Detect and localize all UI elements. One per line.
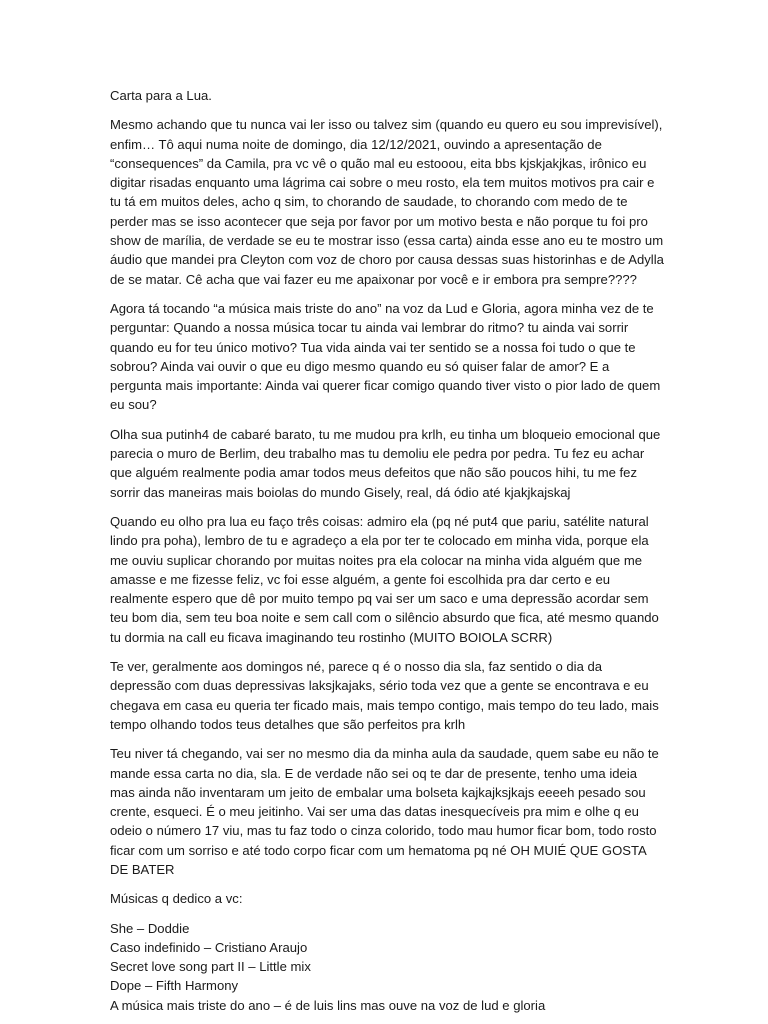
songs-heading: Músicas q dedico a vc: <box>110 891 243 907</box>
paragraph-5: Te ver, geralmente aos domingos né, parece q é o nosso dia sla, faz sentido o dia da depressão com duas depressivas laksjkajaks, sério toda vez que a gente se encontrava e eu chegava em casa eu queria ter ficado mais, mais tempo contigo, mais tempo do teu lado, mais tempo olhando todos teus detalhes que são perfeitos pra krlh <box>110 659 659 732</box>
paragraph-6: Teu niver tá chegando, vai ser no mesmo dia da minha aula da saudade, quem sabe eu não te mande essa carta no dia, sla. E de verdade não sei oq te dar de presente, tenho uma ideia mas ainda não inventaram um jeito de embalar uma bolseta kajkajksjkajs eeeeh pesado sou crente, esqueci. É o meu jeitinho. Vai ser uma das datas inesquecíveis pra mim e olhe q eu odeio o número 17 viu, mas tu faz todo o cinza colorido, todo mau humor ficar bom, todo rosto ficar com um sorriso e até todo corpo ficar com um hematoma pq né OH MUIÉ QUE GOSTA DE BATER <box>110 746 659 877</box>
song-list <box>110 919 664 1015</box>
song-item: Secret love song part II – Little mix <box>110 959 311 975</box>
song-item: Dope – Fifth Harmony <box>110 978 239 994</box>
song-item: Caso indefinido – Cristiano Araujo <box>110 939 308 955</box>
paragraph-3: Olha sua putinh4 de cabaré barato, tu me mudou pra krlh, eu tinha um bloqueio emocional que parecia o muro de Berlim, deu trabalho mas tu demoliu ele pedra por pedra. Tu fez eu achar que alguém realmente podia amar todos meus defeitos que não são poucos hihi, tu me fez sorrir das maneiras mais boiolas do mundo Gisely, real, dá ódio até kjakjkajskaj <box>110 426 661 500</box>
paragraph-2: Agora tá tocando “a música mais triste do ano” na voz da Lud e Gloria, agora minha vez de te perguntar: Quando a nossa música tocar tu ainda vai lembrar do ritmo? tu ainda vai sorrir quando eu for teu único motivo? Tua vida ainda vai ter sentido se a nossa foi tudo o que te sobrou? Ainda vai ouvir o que eu digo mesmo quando eu só quiser falar de amor? E a pergunta mais importante: Ainda vai querer ficar comigo quando tiver visto o pior lado de quem eu sou? <box>110 300 661 413</box>
letter-title: Carta para a Lua. <box>110 88 212 103</box>
paragraph-1: Mesmo achando que tu nunca vai ler isso ou talvez sim (quando eu quero eu sou imprevisível), enfim… Tô aqui numa noite de domingo, dia 12/12/2021, ouvindo a apresentação de “consequences” da Camila, pra vc vê o quão mal eu estooou, eita bbs kjskjakjkas, irônico eu digitar risadas enquanto uma lágrima cai sobre o meu rosto, ela tem muitos motivos pra cair e tu tá em muitos deles, acho q sim, to chorando de saudade, to chorando com medo de te perder mas se isso acontecer que seja por favor por um motivo besta e não porque tu foi pro show de marília, de verdade se eu te mostrar isso (essa carta) ainda esse ano eu te mostro um áudio que mandei pra Cleyton com voz de choro por causa dessas suas historinhas e de Adylla de se matar. Cê acha que vai fazer eu me apaixonar por você e ir embora pra sempre???? <box>110 117 664 287</box>
paragraph-4: Quando eu olho pra lua eu faço três coisas: admiro ela (pq né put4 que pariu, satélite natural lindo pra poha), lembro de tu e agradeço a ela por ter te colocado em minha vida, porque ela me ouviu suplicar chorando por muitas noites pra ela colocar na minha vida alguém que me amasse e me fizesse feliz, vc foi esse alguém, a gente foi escolhida pra dar certo e eu realmente espero que dê por muito tempo pq vai ser um saco e uma depressão acordar sem teu bom dia, sem teu boa noite e sem call com o silêncio absurdo que fica, até mesmo quando tu dormia na call eu ficava imaginando teu rostinho (MUITO BOIOLA SCRR) <box>110 513 659 645</box>
song-item: She – Doddie <box>110 920 190 936</box>
song-item: A música mais triste do ano – é de luis lins mas ouve na voz de lud e gloria <box>110 997 546 1013</box>
